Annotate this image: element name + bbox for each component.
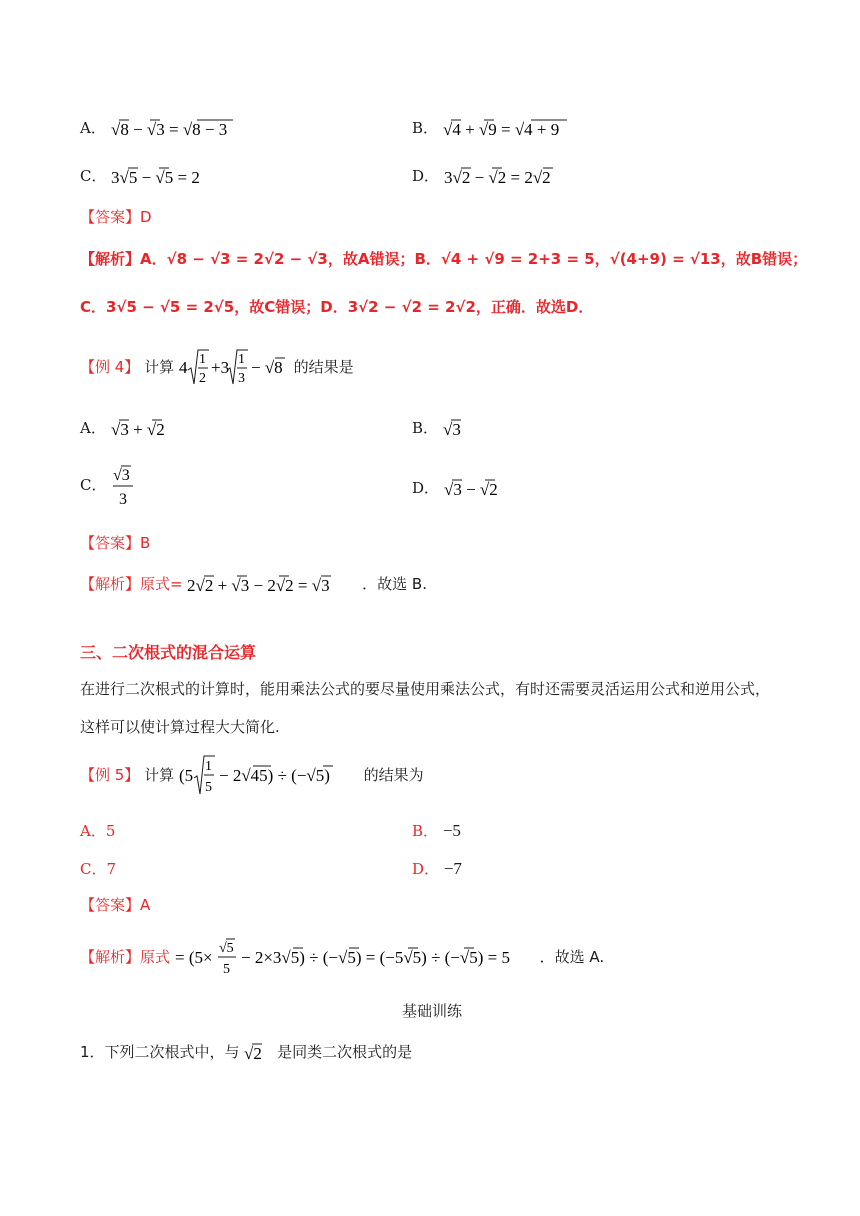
math-text: 1: [204, 759, 212, 774]
math-text: 4: [178, 358, 188, 377]
training-q1: [80, 1040, 412, 1066]
math-text: √4 + √9 = √4 + 9: [442, 120, 560, 139]
ex5-option-b: [412, 820, 461, 841]
ex4-prompt-pre: 计算: [144, 358, 175, 376]
option-label: A．: [80, 419, 106, 437]
option-label: C．: [80, 476, 107, 494]
math-text: 5: [204, 780, 212, 795]
q3-option-b: [412, 116, 573, 142]
q3-answer: 【答案】D: [80, 208, 152, 226]
q3-explanation-line1: 【解析】A．√8 − √3 = 2√2 − √3，故A错误；B．√4 + √9 = 2+3 = 5，√(4+9) = √13，故B错误；: [80, 250, 808, 268]
q1-pre: 1．下列二次根式中，与: [80, 1043, 240, 1061]
ex5-option-d: [412, 858, 462, 879]
q3-explanation-line2: C．3√5 − √5 = 2√5，故C错误；D．3√2 − √2 = 2√2，正确．故选D．: [80, 298, 594, 316]
q3-option-d: [412, 164, 574, 190]
ex4-explain-post: ．故选 B.: [362, 575, 427, 593]
ex5-answer: 【答案】A: [80, 896, 151, 914]
ex4-explain-prefix: 原式=: [140, 575, 183, 593]
option-math: [111, 166, 221, 185]
ex5-option-c: C．7: [80, 860, 117, 878]
option-label: C．: [80, 166, 107, 185]
math-text: 3√2 − √2 = 2√2: [443, 168, 551, 187]
ex5-explain-math-svg: [175, 934, 535, 982]
option-label: B．: [412, 822, 439, 840]
option-label: B．: [412, 118, 439, 137]
ex5-prompt: [80, 752, 424, 800]
ex4-option-b: [412, 416, 473, 442]
math-svg: [111, 164, 221, 190]
ex4-prompt: [80, 346, 354, 390]
ex4-explain-tag: 【解析】: [80, 575, 141, 593]
ex4-math-svg: [179, 346, 289, 390]
math-text: √8 − √3 = √8 − 3: [110, 120, 227, 139]
ex5-explain-prefix: 原式: [140, 948, 171, 966]
math-text: √3 − √2: [443, 480, 498, 499]
section3-paragraph-line2: 这样可以使计算过程大大简化.: [80, 718, 280, 736]
section3-paragraph-line1: 在进行二次根式的计算时，能用乘法公式的要尽量使用乘法公式，有时还需要灵活运用公式和逆用公式，: [80, 680, 771, 698]
math-text: 5: [222, 962, 230, 977]
math-text: − 2√45) ÷ (−√5): [218, 766, 330, 785]
math-text: √3: [113, 467, 131, 484]
math-svg: [111, 416, 181, 442]
q1-post: 是同类二次根式的是: [277, 1043, 413, 1061]
ex4-tag: 【例 4】: [80, 358, 140, 376]
math-svg: [444, 476, 514, 502]
ex4-prompt-post: 的结果是: [293, 358, 354, 376]
option-label: A．: [80, 118, 106, 137]
q3-option-c: [80, 164, 221, 190]
math-svg: [244, 1040, 272, 1066]
ex5-explanation: [80, 934, 604, 982]
ex5-math-svg: [179, 752, 359, 800]
option-value: −5: [442, 821, 461, 840]
option-math: [111, 118, 241, 137]
ex5-tag: 【例 5】: [80, 766, 140, 784]
option-label: D．: [412, 479, 440, 497]
section3-heading: 三、二次根式的混合运算: [80, 643, 257, 662]
math-svg: [444, 164, 574, 190]
training-heading: 基础训练: [402, 1002, 463, 1020]
ex4-explanation: [80, 572, 427, 598]
option-label: D．: [412, 860, 440, 878]
q3-option-a: [80, 116, 241, 142]
math-svg: [111, 116, 241, 142]
math-text: 3: [119, 491, 128, 508]
math-svg: [443, 116, 573, 142]
ex4-option-a: [80, 416, 181, 442]
ex5-prompt-post: 的结果为: [363, 766, 424, 784]
math-text: √5: [218, 941, 234, 956]
option-label: B．: [412, 419, 439, 437]
math-text: (5: [178, 766, 194, 785]
math-text: 1: [237, 352, 245, 367]
math-svg: [111, 462, 141, 510]
math-svg: [443, 416, 473, 442]
math-text: 2: [198, 371, 206, 386]
math-text: +3: [210, 358, 229, 377]
option-math: [444, 166, 574, 185]
option-value: −7: [443, 859, 462, 878]
math-text: √3: [442, 420, 461, 439]
math-text: √2: [244, 1044, 263, 1063]
ex4-option-d: [412, 476, 514, 502]
option-label: D．: [412, 166, 440, 185]
math-text: 3√5 − √5 = 2: [111, 168, 201, 187]
math-text: 2√2 + √3 − 2√2 = √3: [187, 576, 330, 595]
math-text: 1: [198, 352, 206, 367]
ex5-explain-post: ．故选 A.: [539, 948, 605, 966]
math-svg: [187, 572, 357, 598]
ex5-explain-tag: 【解析】: [80, 948, 141, 966]
ex5-prompt-pre: 计算: [144, 766, 175, 784]
ex4-option-c: [80, 462, 141, 510]
option-math: [443, 118, 573, 137]
math-text: − √8: [250, 358, 283, 377]
math-text: = (5×: [174, 948, 213, 967]
math-text: √3 + √2: [110, 420, 165, 439]
ex4-answer: 【答案】B: [80, 534, 151, 552]
math-text: 3: [237, 371, 245, 386]
math-text: − 2×3√5) ÷ (−√5) = (−5√5) ÷ (−√5) = 5: [240, 948, 510, 967]
ex5-option-a: A．5: [80, 822, 116, 840]
